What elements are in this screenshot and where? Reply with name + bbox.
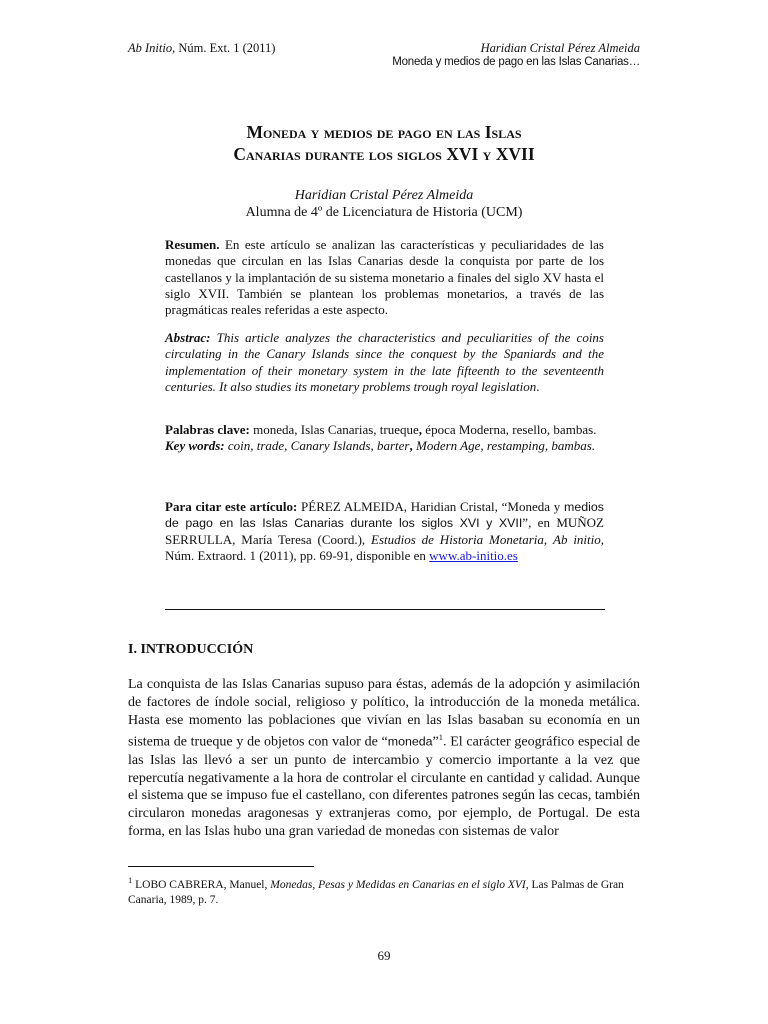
citation-label: Para citar este artículo:: [165, 499, 298, 514]
keywords-en-text-b: Modern Age, restamping, bambas.: [412, 438, 596, 454]
keywords-en-label: Key words:: [165, 438, 225, 454]
footnote: [128, 873, 640, 908]
citation-text-d: ,: [543, 531, 554, 547]
page-number: 69: [377, 948, 391, 963]
citation-series: Ab initio: [553, 531, 601, 547]
keywords-en-text-a: coin, trade, Canary Islands, barter: [224, 438, 410, 454]
running-header-journal: [128, 41, 275, 56]
citation-link[interactable]: www.ab-initio.es: [429, 547, 518, 563]
intro-text-c: . El carácter geográfico especial de las Islas las llevó a ser un punto de intercambio y comercio importante a la vez que repercutía negativamente a la hora de controlar el circulante en cantidad y calidad. Aunque el sistema que se impuso fue el castellano, con diferentes patrones según las cecas, también circularon monedas aragonesas y extranjeras como, por ejemplo, de Portugal. De esta forma, en las Islas hubo una gran variedad de monedas con sistemas de valor: [128, 735, 640, 840]
footnote-ref[interactable]: 1: [438, 732, 443, 743]
footnote-text-a: LOBO CABRERA, Manuel,: [132, 878, 271, 891]
keywords-block: [165, 422, 604, 455]
running-header-title: Moneda y medios de pago en las Islas Canarias…: [392, 56, 640, 68]
citation-book: Estudios de Historia Monetaria: [371, 531, 544, 547]
section-heading: I. INTRODUCCIÓN: [128, 642, 254, 657]
keywords-es-comma: ,: [418, 422, 423, 437]
resumen-block: [165, 237, 604, 318]
footnote-number: 1: [128, 875, 133, 885]
footnote-divider: [128, 866, 314, 867]
resumen-label: Resumen.: [165, 237, 220, 252]
keywords-es-label: Palabras clave:: [165, 422, 250, 437]
intro-text-a: La conquista de las Islas Canarias supuso para éstas, además de la adopción y asimilación de factores de índole social, religioso y político, la introducción de la moneda metálica. Hasta ese momento las poblaciones que vivían en las Islas basaban su economía en un sistema de trueque y de objetos con valor de “: [128, 677, 640, 751]
author-affiliation: Alumna de 4º de Licenciatura de Historia (UCM): [245, 205, 523, 220]
intro-paragraph: [128, 676, 640, 841]
keywords-en: [165, 438, 604, 454]
footnote-text-b: , Las Palmas de Gran Canaria, 1989, p. 7.: [128, 878, 624, 906]
citation-text-c: ”, en MUÑOZ SERRULLA, María Teresa (Coord.),: [165, 515, 604, 547]
abstract-text: This article analyzes the characteristics and peculiarities of the coins circulating in the Canary Islands since the conquest by the Spaniards and the implementation of their monetary system in the late fifteenth to the seventeenth centuries. It also studies its monetary problems trough royal legislation: [165, 330, 604, 394]
keywords-en-comma: ,: [409, 438, 413, 454]
resumen-text: En este artículo se analizan las características y peculiaridades de las monedas que circulan en las Islas Canarias desde la conquista por parte de los castellanos y la implantación de su sistema monetario a finales del siglo XV hasta el siglo XVII. También se plantean los problemas monetarios, a través de las pragmáticas reales referidas a este aspecto.: [165, 237, 604, 318]
running-header-author: Haridian Cristal Pérez Almeida: [480, 41, 640, 55]
keywords-es-text-a: moneda, Islas Canarias, trueque: [249, 422, 419, 437]
section-divider: [165, 609, 605, 610]
title-line-2: Canarias durante los siglos XVI y XVII: [233, 144, 535, 164]
title-line-1: Moneda y medios de pago en las Islas: [246, 122, 522, 142]
intro-word-moneda: moneda: [387, 735, 433, 750]
author-name: Haridian Cristal Pérez Almeida: [294, 188, 474, 203]
citation-text-e: , Núm. Extraord. 1 (2011), pp. 69-91, disponible en: [165, 531, 605, 563]
journal-name: Ab Initio: [128, 41, 173, 55]
abstract-label: Abstrac:: [165, 330, 211, 345]
abstract-end: .: [536, 378, 540, 394]
article-title: [0, 121, 768, 165]
footnote-title: Monedas, Pesas y Medidas en Canarias en el siglo XVI: [270, 878, 526, 891]
citation-title: medios de pago en las Islas Canarias durante los siglos XVI y XVII: [165, 500, 604, 531]
citation-block: [165, 499, 604, 564]
keywords-es: [165, 422, 604, 438]
journal-issue: , Núm. Ext. 1 (2011): [172, 41, 276, 55]
citation-text-a: PÉREZ ALMEIDA, Haridian Cristal, “Moneda y: [297, 499, 565, 514]
keywords-es-text-b: época Moderna, resello, bambas.: [422, 422, 597, 437]
intro-text-b: ”: [432, 735, 439, 751]
abstract-block: [165, 330, 604, 395]
